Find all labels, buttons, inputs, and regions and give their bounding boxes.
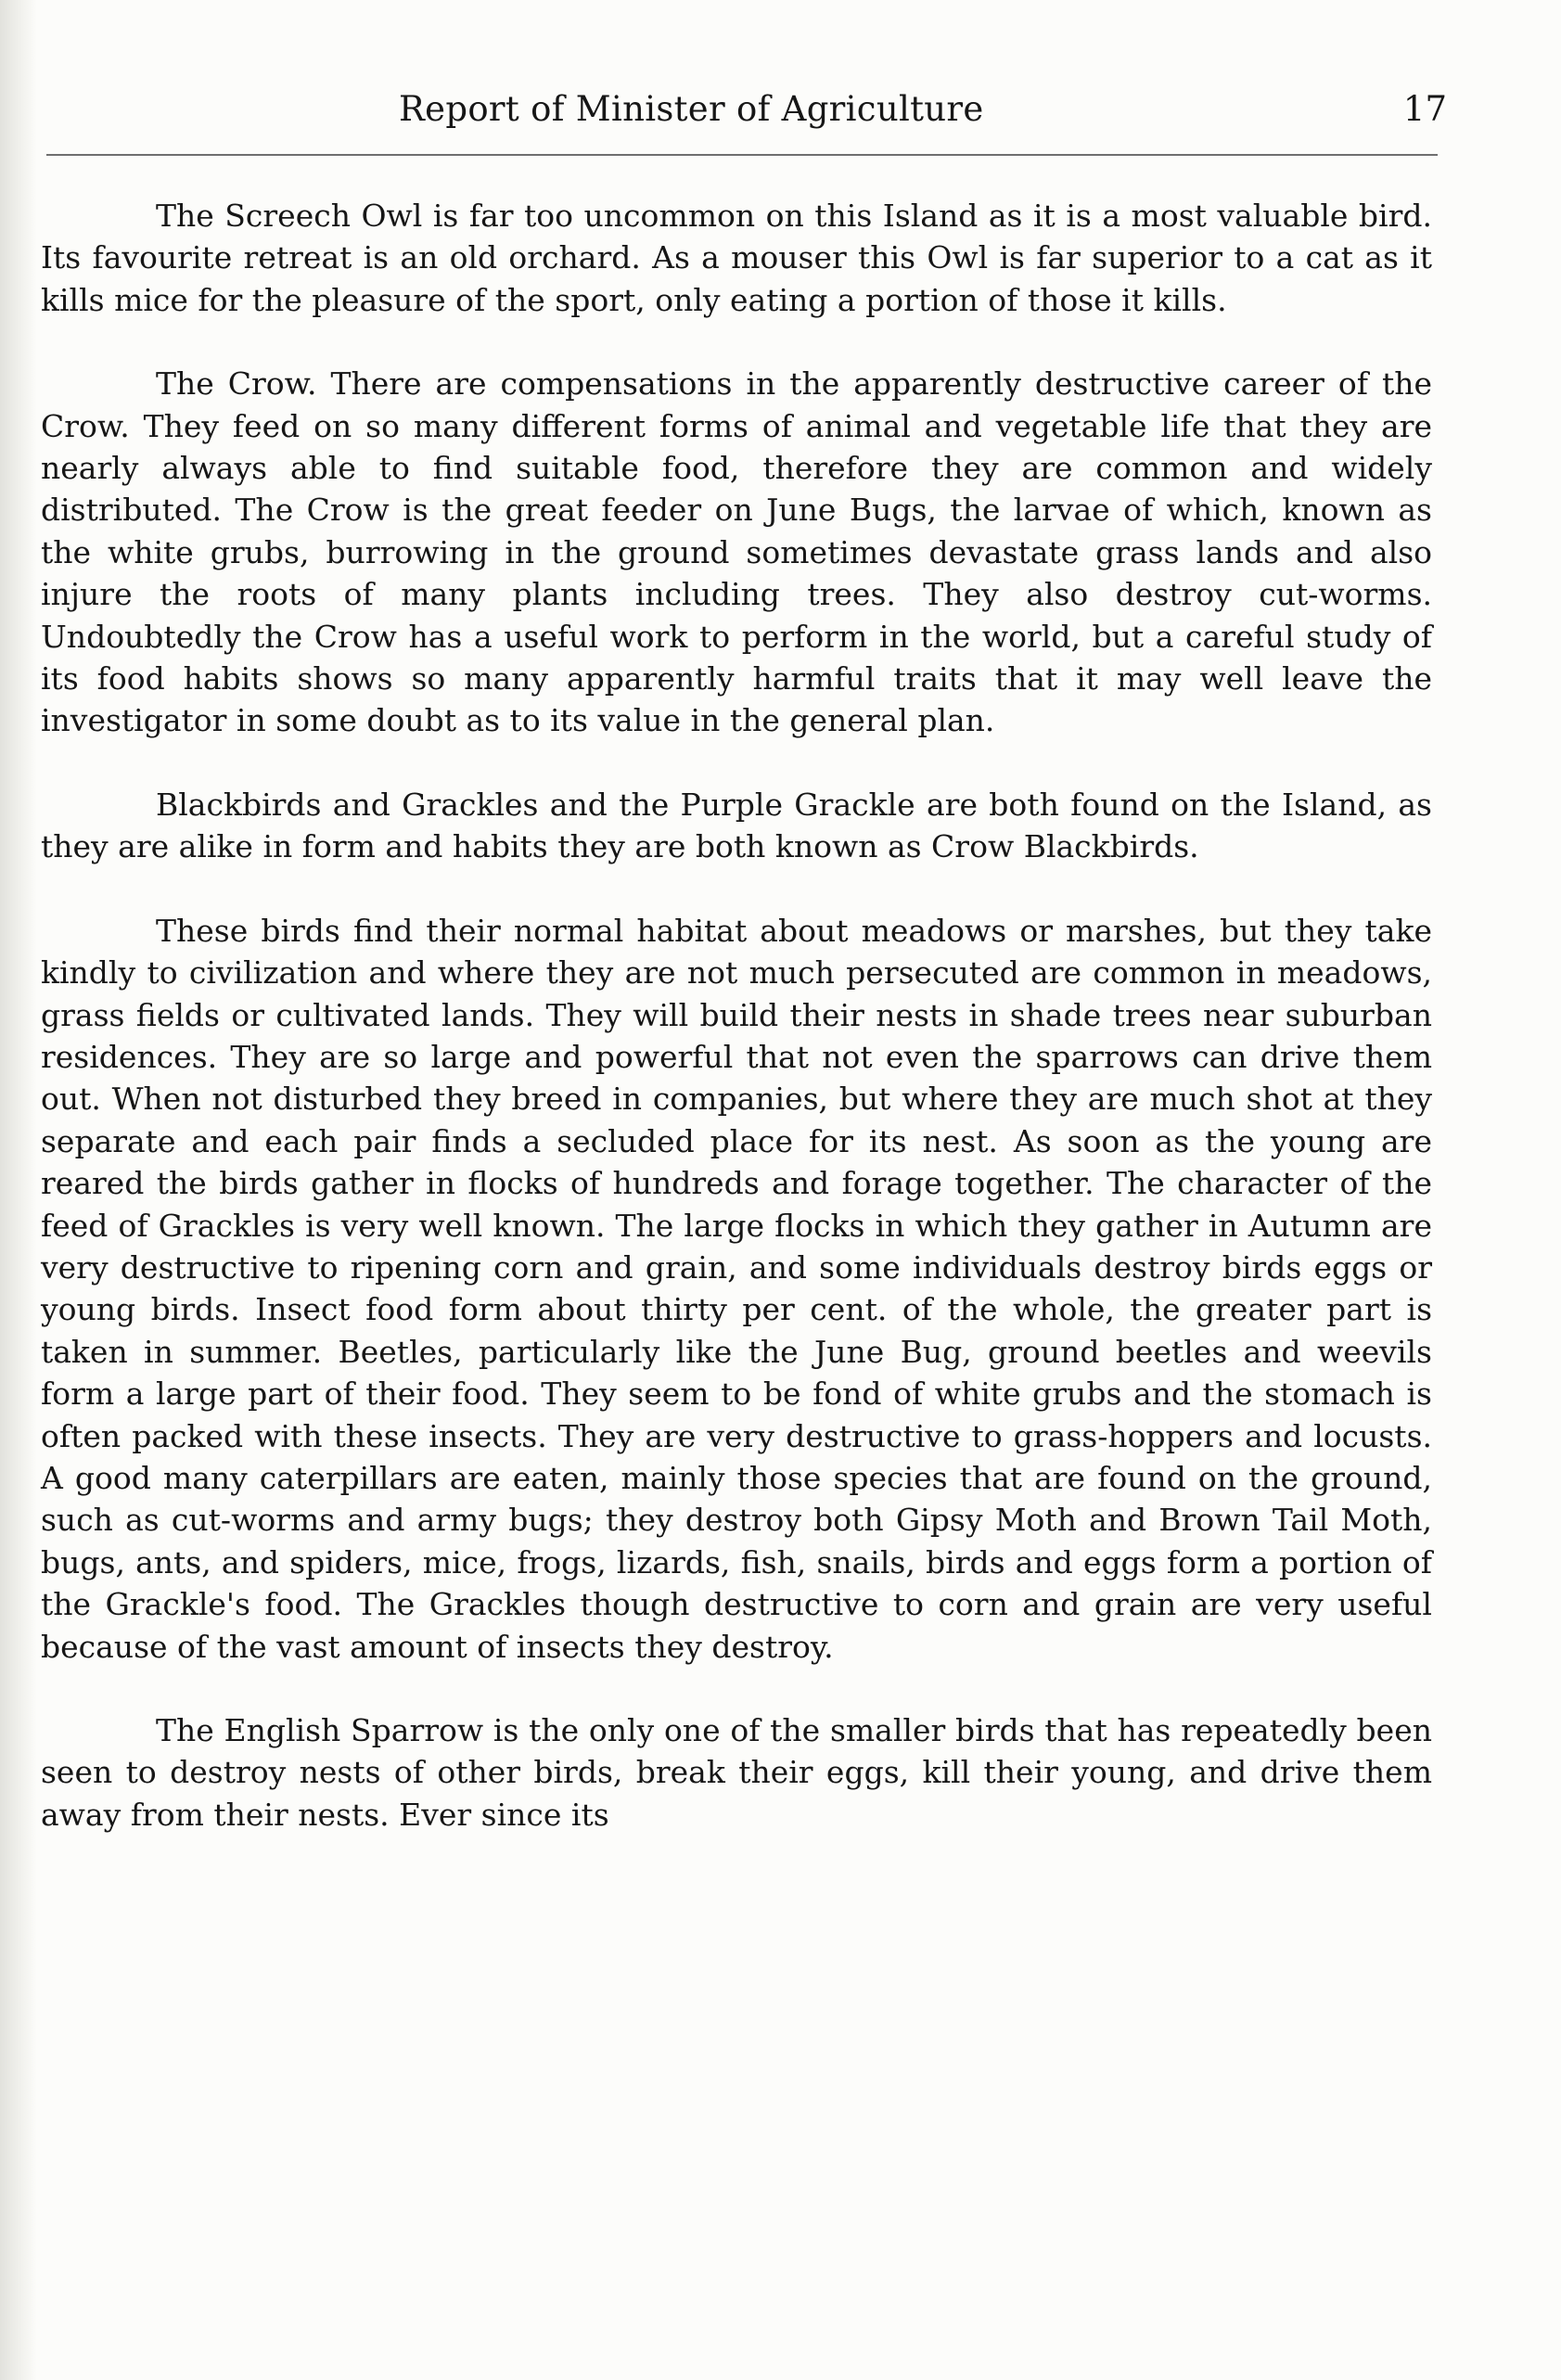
page-number: 17 — [1402, 89, 1447, 129]
body-text — [41, 195, 1432, 1877]
paragraph-english-sparrow: The English Sparrow is the only one of the smaller birds that has repeatedly been seen to destroy nests of other birds, break their eggs, kill their young, and drive them away from their nests. Ever since its — [41, 1712, 1432, 1833]
header-rule — [46, 154, 1438, 156]
paragraph-crow: The Crow. There are compensations in the apparently destructive career of the Crow. They feed on so many different forms of animal and vegetable life that they are nearly always able to find suitable food, therefore they are common and widely distributed. The Crow is the great feeder on June Bugs, the larvae of which, known as the white grubs, burrowing in the ground sometimes devastate grass lands and also injure the roots of many plants including trees. They also destroy cut-worms. Undoubtedly the Crow has a useful work to perform in the world, but a careful study of its food habits shows so many apparently harmful traits that it may well leave the investigator in some doubt as to its value in the general plan. — [41, 365, 1432, 739]
running-title: Report of Minister of Agriculture — [399, 89, 984, 129]
paragraph-screech-owl: The Screech Owl is far too uncommon on this Island as it is a most valuable bird. Its favourite retreat is an old orchard. As a mouser this Owl is far superior to a cat as it kills mice for the pleasure of the sport, only eating a portion of those it kills. — [41, 198, 1432, 318]
running-header — [37, 89, 1447, 154]
paragraph-blackbirds-grackles: Blackbirds and Grackles and the Purple Grackle are both found on the Island, as they are alike in form and habits they are both known as Crow Blackbirds. — [41, 786, 1432, 865]
paragraph-grackle-habits: These birds find their normal habitat about meadows or marshes, but they take kindly to civilization and where they are not much persecuted are common in meadows, grass fields or cultivated lands. They will build their nests in shade trees near suburban residences. They are so large and powerful that not even the sparrows can drive them out. When not disturbed they breed in companies, but where they are much shot at they separate and each pair finds a secluded place for its nest. As soon as the young are reared the birds gather in flocks of hundreds and forage together. The character of the feed of Grackles is very well known. The large flocks in which they gather in Autumn are very destructive to ripening corn and grain, and some individuals destroy birds eggs or young birds. Insect food form about thirty per cent. of the whole, the greater part is taken in summer. Beetles, particularly like the June Bug, ground beetles and weevils form a large part of their food. They seem to be fond of white grubs and the stomach is often packed with these insects. They are very destructive to grass-hoppers and locusts. A good many caterpillars are eaten, mainly those species that are found on the ground, such as cut-worms and army bugs; they destroy both Gipsy Moth and Brown Tail Moth, bugs, ants, and spiders, mice, frogs, lizards, fish, snails, birds and eggs form a portion of the Grackle's food. The Grackles though destructive to corn and grain are very useful because of the vast amount of insects they destroy. — [41, 912, 1432, 1665]
